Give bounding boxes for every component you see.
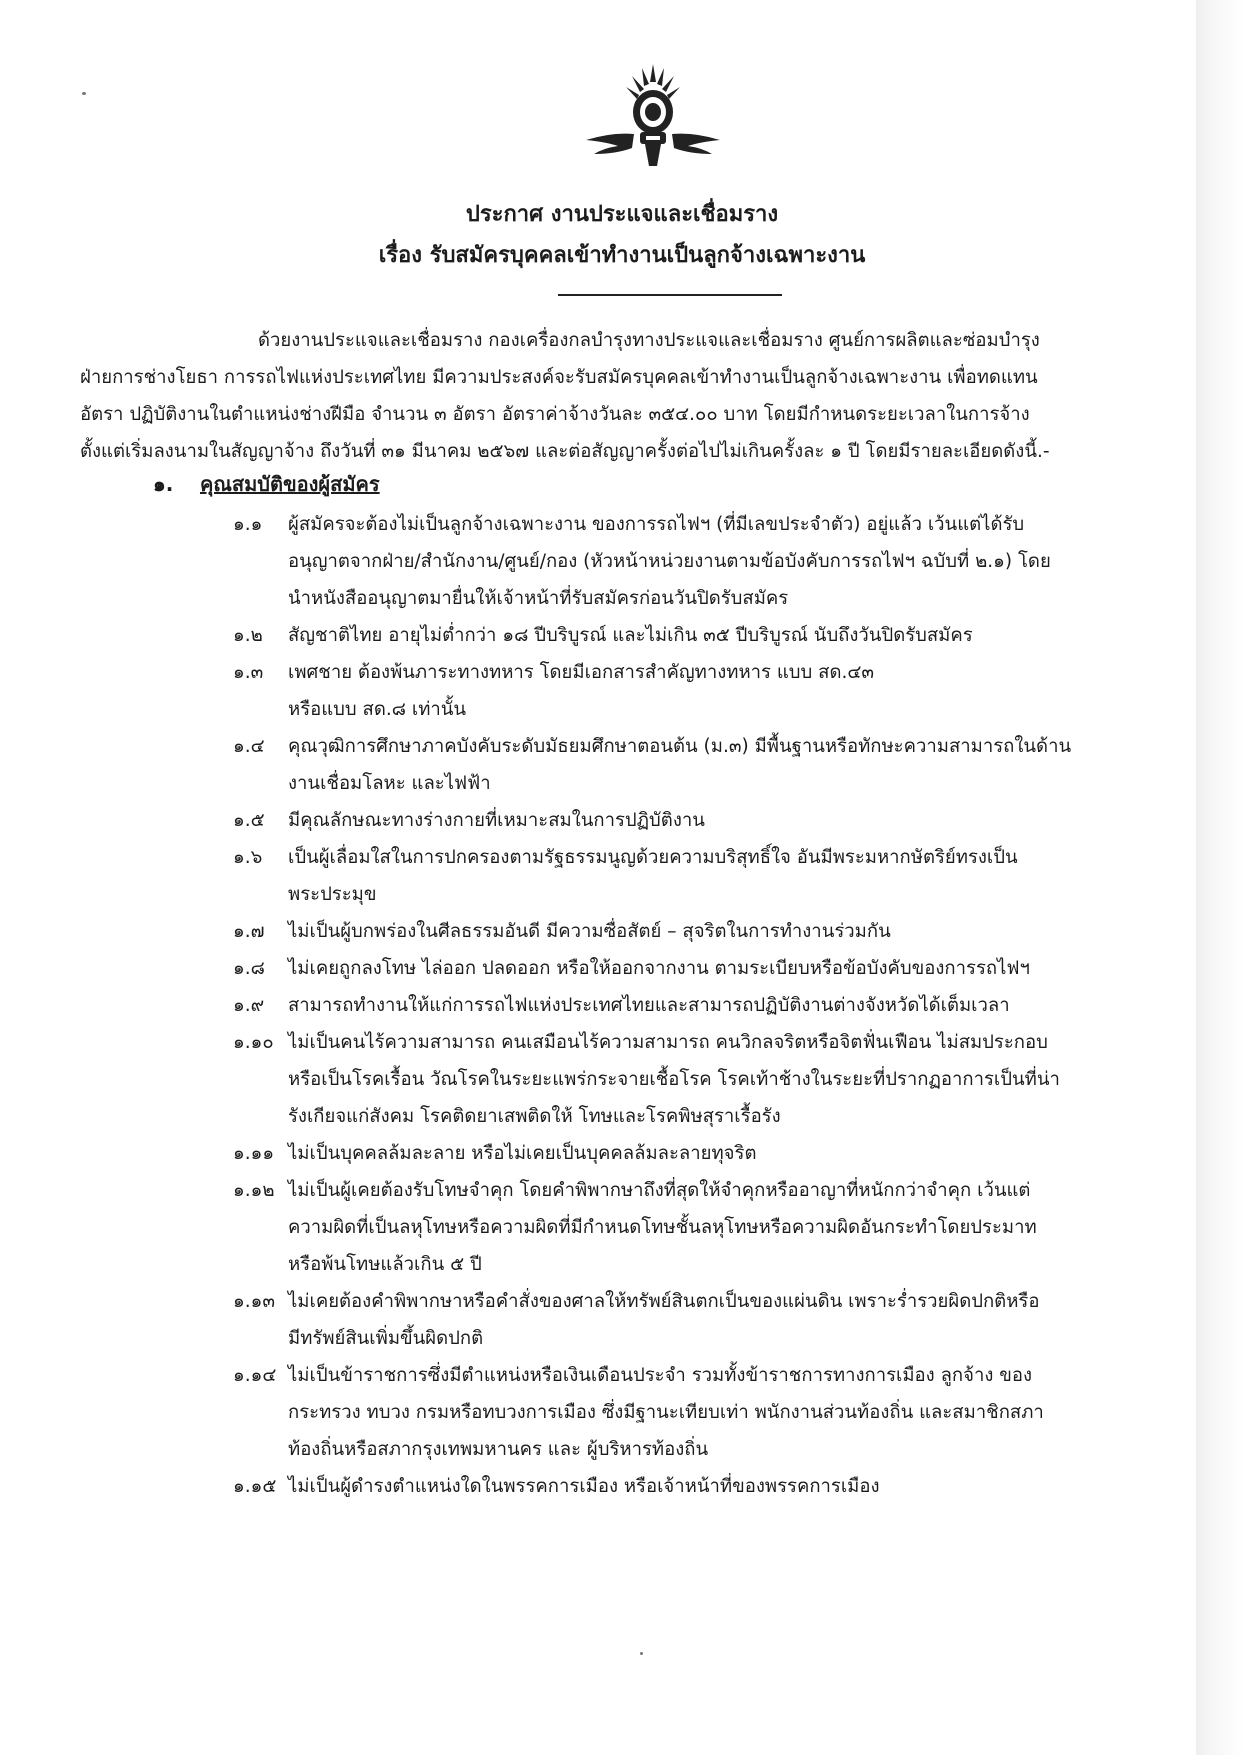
item-text: อนุญาตจากฝ่าย/สำนักงาน/ศูนย์/กอง (หัวหน้าหน่วยงานตามข้อบังคับการรถไฟฯ ฉบับที่ ๒.๑) โดย (288, 551, 1051, 572)
item-text: ไม่เป็นข้าราชการซึ่งมีตำแหน่งหรือเงินเดือนประจำ รวมทั้งข้าราชการทางการเมือง ลูกจ้าง ของ (288, 1365, 1033, 1386)
item-text: กระทรวง ทบวง กรมหรือทบวงการเมือง ซึ่งมีฐานะเทียบเท่า พนักงานส่วนท้องถิ่น และสมาชิกสภา (288, 1402, 1044, 1423)
scan-speck (640, 1652, 643, 1655)
item-number: ๑.๑๕ (233, 1476, 277, 1497)
section-heading (153, 468, 380, 500)
item-text: คุณวุฒิการศึกษาภาคบังคับระดับมัธยมศึกษาตอนต้น (ม.๓) มีพื้นฐานหรือทักษะความสามารถในด้าน (288, 736, 1072, 757)
item-text: ไม่เป็นบุคคลล้มละลาย หรือไม่เคยเป็นบุคคลล้มละลายทุจริต (288, 1143, 757, 1164)
item-number: ๑.๑๒ (233, 1180, 275, 1201)
intro-line: อัตรา ปฏิบัติงานในตำแหน่งช่างฝีมือ จำนวน ๓ อัตรา อัตราค่าจ้างวันละ ๓๕๔.๐๐ บาท โดยมีกำหนดระยะเวลาในการจ้าง (80, 404, 1030, 425)
item-text: ไม่เคยถูกลงโทษ ไล่ออก ปลดออก หรือให้ออกจากงาน ตามระเบียบหรือข้อบังคับของการรถไฟฯ (288, 958, 1030, 979)
item-text: ท้องถิ่นหรือสภากรุงเทพมหานคร และ ผู้บริหารท้องถิ่น (288, 1439, 709, 1460)
item-text: ความผิดที่เป็นลหุโทษหรือความผิดที่มีกำหนดโทษชั้นลหุโทษหรือความผิดอันกระทำโดยประมาท (288, 1217, 1037, 1238)
list-item (233, 1283, 1168, 1357)
item-number: ๑.๖ (233, 847, 263, 868)
item-number: ๑.๕ (233, 810, 265, 831)
list-item (233, 839, 1168, 913)
announcement-subject: เรื่อง รับสมัครบุคคลเข้าทำงานเป็นลูกจ้างเฉพาะงาน (378, 243, 866, 268)
list-item (233, 913, 1168, 950)
announcement-title: ประกาศ งานประแจและเชื่อมราง (465, 202, 779, 227)
list-item (233, 1468, 1168, 1505)
item-text: ไม่เป็นผู้บกพร่องในศีลธรรมอันดี มีความซื่อสัตย์ – สุจริตในการทำงานร่วมกัน (288, 921, 891, 942)
item-text: ไม่เคยต้องคำพิพากษาหรือคำสั่งของศาลให้ทรัพย์สินตกเป็นของแผ่นดิน เพราะร่ำรวยผิดปกติหรือ (288, 1291, 1040, 1312)
section-number: ๑. (153, 472, 174, 496)
item-text: ไม่เป็นผู้ดำรงตำแหน่งใดในพรรคการเมือง หรือเจ้าหน้าที่ของพรรคการเมือง (288, 1476, 880, 1497)
list-item (233, 617, 1168, 654)
item-text: เพศชาย ต้องพ้นภาระทางทหาร โดยมีเอกสารสำคัญทางทหาร แบบ สด.๔๓ (288, 662, 874, 683)
item-text: เป็นผู้เลื่อมใสในการปกครองตามรัฐธรรมนูญด้วยความบริสุทธิ์ใจ อันมีพระมหากษัตริย์ทรงเป็น (288, 847, 1018, 868)
list-item (233, 1135, 1168, 1172)
item-text: สัญชาติไทย อายุไม่ต่ำกว่า ๑๘ ปีบริบูรณ์ และไม่เกิน ๓๕ ปีบริบูรณ์ นับถึงวันปิดรับสมัคร (288, 625, 973, 646)
item-number: ๑.๑ (233, 514, 263, 535)
list-item (233, 1024, 1168, 1135)
item-text: ไม่เป็นคนไร้ความสามารถ คนเสมือนไร้ความสามารถ คนวิกลจริตหรือจิตฟั่นเฟือน ไม่สมประกอบ (288, 1032, 1048, 1053)
item-text: ไม่เป็นผู้เคยต้องรับโทษจำคุก โดยคำพิพากษาถึงที่สุดให้จำคุกหรืออาญาที่หนักกว่าจำคุก เว้นแต่ (288, 1180, 1031, 1201)
item-text: นำหนังสืออนุญาตมายื่นให้เจ้าหน้าที่รับสมัครก่อนวันปิดรับสมัคร (288, 588, 789, 609)
item-number: ๑.๙ (233, 995, 265, 1016)
item-text: มีทรัพย์สินเพิ่มขึ้นผิดปกติ (288, 1328, 484, 1349)
item-text: พระประมุข (288, 884, 377, 905)
list-item (233, 1357, 1168, 1468)
list-item (233, 654, 1168, 728)
intro-line: ตั้งแต่เริ่มลงนามในสัญญาจ้าง ถึงวันที่ ๓๑ มีนาคม ๒๕๖๗ และต่อสัญญาครั้งต่อไปไม่เกินครั้งละ ๑ ปี โดยมีรายละเอียดดังนี้.- (80, 441, 1050, 462)
item-text: รังเกียจแก่สังคม โรคติดยาเสพติดให้ โทษและโรคพิษสุราเรื้อรัง (288, 1106, 781, 1127)
qualification-list (233, 506, 1168, 1505)
item-text: ผู้สมัครจะต้องไม่เป็นลูกจ้างเฉพาะงาน ของการรถไฟฯ (ที่มีเลขประจำตัว) อยู่แล้ว เว้นแต่ได้รับ (288, 514, 1025, 535)
intro-paragraph (80, 322, 1135, 470)
item-text: สามารถทำงานให้แก่การรถไฟแห่งประเทศไทยและสามารถปฏิบัติงานต่างจังหวัดได้เต็มเวลา (288, 995, 1010, 1016)
item-number: ๑.๓ (233, 662, 264, 683)
item-number: ๑.๘ (233, 958, 265, 979)
item-number: ๑.๑๔ (233, 1365, 277, 1386)
item-text: หรือแบบ สด.๘ เท่านั้น (288, 699, 467, 720)
intro-line: ฝ่ายการช่างโยธา การรถไฟแห่งประเทศไทย มีความประสงค์จะรับสมัครบุคคลเข้าทำงานเป็นลูกจ้างเฉพาะงาน เพื่อทดแทน (80, 367, 1038, 388)
list-item (233, 987, 1168, 1024)
item-number: ๑.๗ (233, 921, 265, 942)
item-text: หรือพ้นโทษแล้วเกิน ๕ ปี (288, 1254, 482, 1275)
list-item (233, 506, 1168, 617)
item-text: มีคุณลักษณะทางร่างกายที่เหมาะสมในการปฏิบัติงาน (288, 810, 705, 831)
intro-line: ด้วยงานประแจและเชื่อมราง กองเครื่องกลบำรุงทางประแจและเชื่อมราง ศูนย์การผลิตและซ่อมบำรุง (258, 330, 1040, 351)
list-item (233, 1172, 1168, 1283)
railway-emblem-icon (582, 62, 724, 172)
list-item (233, 728, 1168, 802)
item-text: งานเชื่อมโลหะ และไฟฟ้า (288, 773, 491, 794)
section-title: คุณสมบัติของผู้สมัคร (199, 472, 380, 496)
item-text: หรือเป็นโรคเรื้อน วัณโรคในระยะแพร่กระจายเชื้อโรค โรคเท้าช้างในระยะที่ปรากฏอาการเป็นที่น่า (288, 1069, 1060, 1090)
item-number: ๑.๒ (233, 625, 263, 646)
title-divider (558, 294, 782, 296)
item-number: ๑.๔ (233, 736, 265, 757)
scan-speck (82, 92, 86, 95)
list-item (233, 802, 1168, 839)
item-number: ๑.๑๑ (233, 1143, 275, 1164)
item-number: ๑.๑๐ (233, 1032, 274, 1053)
list-item (233, 950, 1168, 987)
item-number: ๑.๑๓ (233, 1291, 276, 1312)
